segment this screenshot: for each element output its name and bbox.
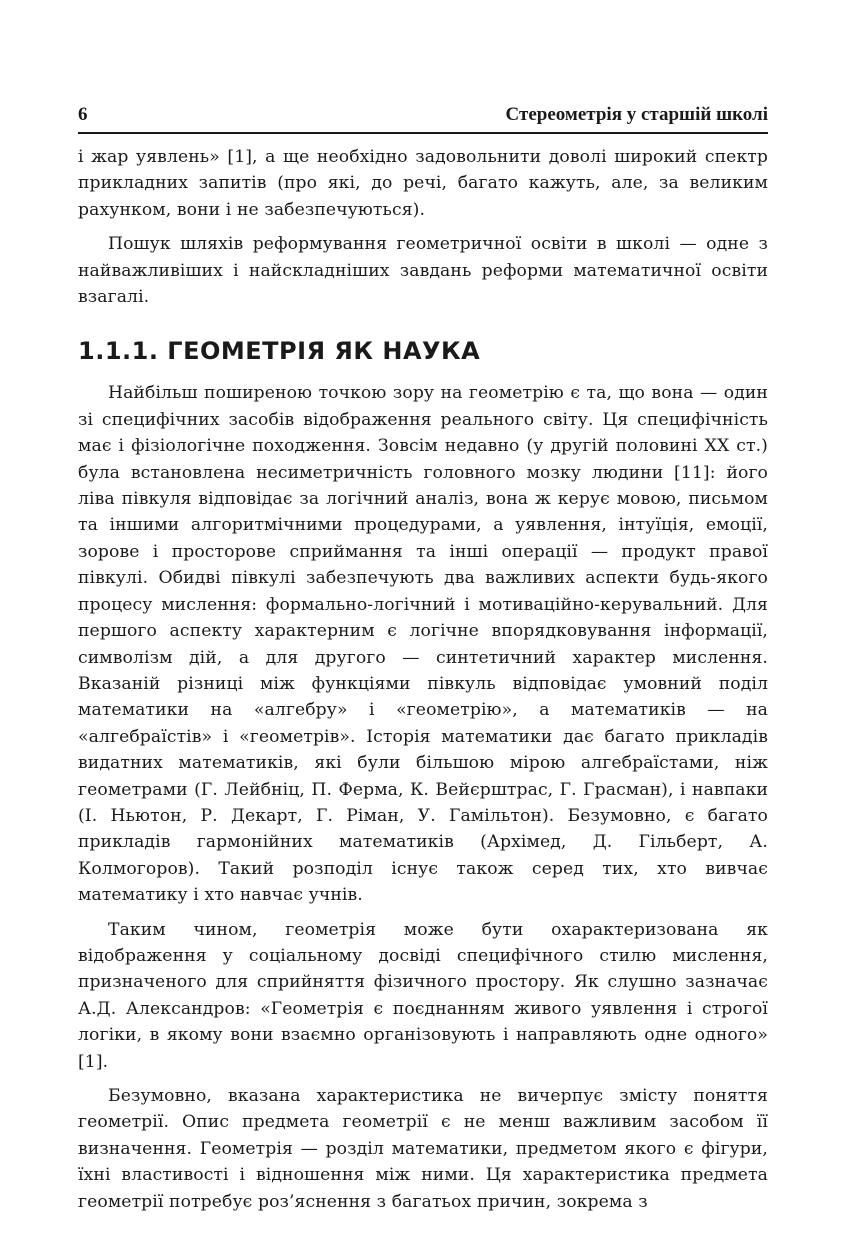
running-header — [78, 102, 768, 132]
paragraph: Пошук шляхів реформування геометричної освіти в школі — одне з найважливіших і найскладніших завдань реформи математичної освіти взагалі. — [78, 234, 768, 308]
paragraph: Таким чином, геометрія може бути охарактеризована як відображення у соціальному досвіді специфічного стилю мислення, призначеного для сприйняття фізичного простору. Як слушно зазначає А.Д. Александров: «Геометрія є поєднанням живого уявлення і строгої логіки, в якому вони взаємно організовують і направляють одне одного» [1]. — [78, 919, 768, 1072]
paragraph: Безумовно, вказана характеристика не вичерпує змісту поняття геометрії. Опис предмета геометрії є не менш важливим засобом її визначення. Геометрія — розділ математики, предметом якого є фігури, їхні властивості і відношення між ними. Ця характеристика предмета геометрії потребує роз’яснення з багатьох причин, зокрема з — [78, 1086, 768, 1212]
running-title: Стереометрія у старшій школі — [505, 104, 768, 125]
header-rule — [78, 132, 768, 134]
page-number: 6 — [78, 104, 88, 125]
paragraph-continued: і жар уявлень» [1], а ще необхідно задовольнити доволі широкий спектр прикладних запитів (про які, до речі, багато кажуть, але, за великим рахунком, вони і не забезпечуються). — [78, 147, 768, 220]
paragraph: Найбільш поширеною точкою зору на геометрію є та, що вона — один зі специфічних засобів відображення реального світу. Ця специфічність має і фізіологічне походження. Зовсім недавно (у другій половині XX ст.) була встановлена несиметричність головного мозку людини [11]: його ліва півкуля відповідає за логічний аналіз, вона ж керує мовою, письмом та іншими алгоритмічними процедурами, а уявлення, інтуїція, емоції, зорове і просторове сприймання та інші операції — продукт правої півкулі. Обидві півкулі забезпечують два важливих аспекти будь-якого процесу мислення: формально-логічний і мотиваційно-керувальний. Для першого аспекту характерним є логічне впорядковування інформації, символізм дій, а для другого — синтетичний характер мислення. Вказаній різниці між функціями півкуль відповідає умовний поділ математики на «алгебру» і «геометрію», а математиків — на «алгебраїстів» і «геометрів». Історія математики дає багато прикладів видатних математиків, які були більшою мірою алгебраїстами, ніж геометрами (Г. Лейбніц, П. Ферма, К. Вейєрштрас, Г. Грасман), і навпаки (І. Ньютон, Р. Декарт, Г. Ріман, У. Гамільтон). Безумовно, є багато прикладів гармонійних математиків (Архімед, Д. Гільберт, А. Колмогоров). Такий розподіл існує також серед тих, хто вивчає математику і хто навчає учнів. — [78, 383, 768, 906]
section-heading: 1.1.1. ГЕОМЕТРІЯ ЯК НАУКА — [78, 337, 481, 366]
page — [78, 102, 768, 1215]
